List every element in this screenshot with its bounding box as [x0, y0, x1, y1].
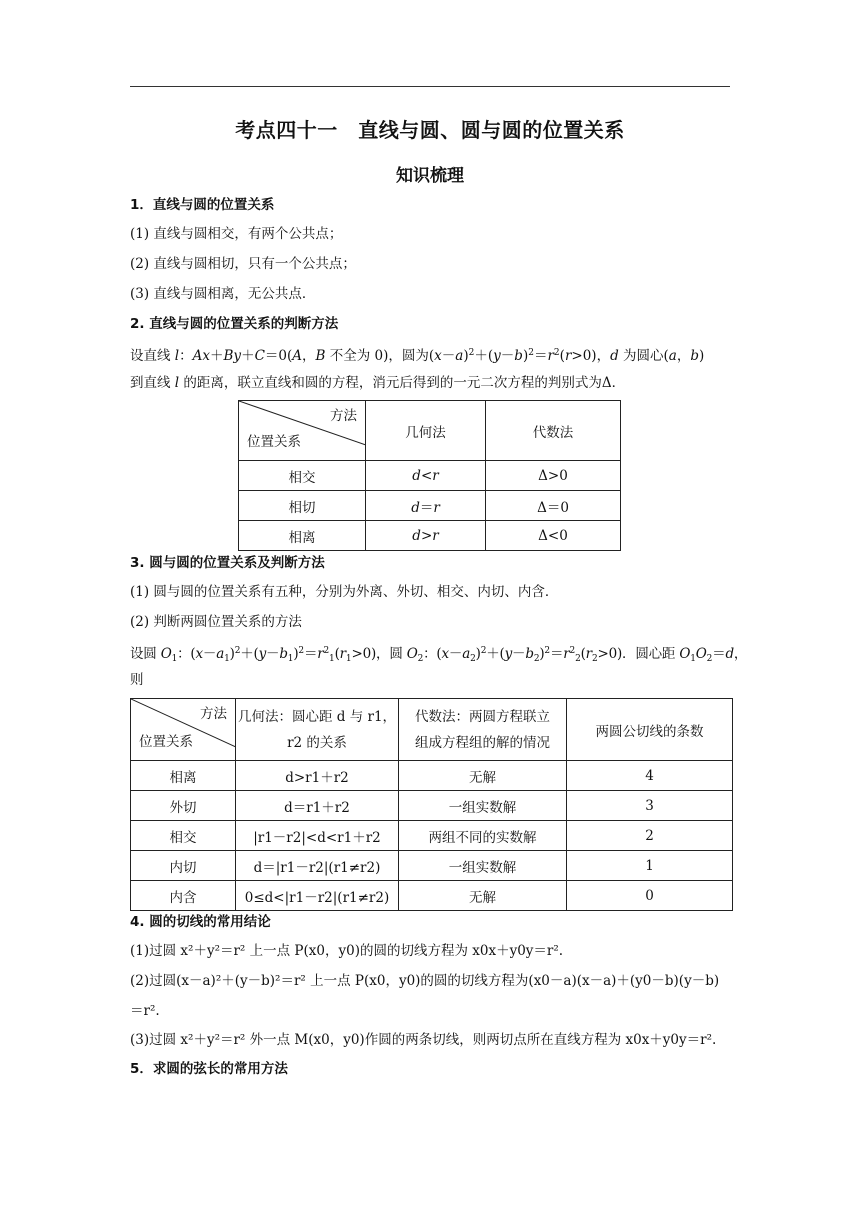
table1-rel: 相交	[239, 461, 366, 491]
s1-heading: 1．直线与圆的位置关系	[130, 197, 275, 213]
circle-circle-table	[130, 698, 733, 911]
table2-header-alg: 代数法：两圆方程联立 组成方程组的解的情况	[399, 699, 567, 761]
line-circle-table	[238, 400, 621, 551]
s2-paragraph-line-2: 到直线 l 的距离，联立直线和圆的方程，消元后得到的一元二次方程的判别式为Δ．	[130, 375, 626, 391]
table1-geo: d>r	[366, 521, 486, 551]
s2-heading: 2. 直线与圆的位置关系的判断方法	[130, 316, 339, 332]
table2-alg: 无解	[399, 881, 567, 911]
table-row	[239, 521, 621, 551]
table2-geo: |r1－r2|<d<r1＋r2	[236, 821, 399, 851]
table-row	[131, 791, 733, 821]
table1-alg: Δ＝0	[486, 491, 621, 521]
table2-corner-cell	[131, 699, 236, 761]
table2-count: 3	[567, 791, 733, 821]
s3-item-2: (2) 判断两圆位置关系的方法	[130, 614, 302, 630]
table2-geo: d＝|r1－r2|(r1≠r2)	[236, 851, 399, 881]
table-row	[131, 851, 733, 881]
table2-corner-top: 方法	[200, 706, 227, 722]
s2-paragraph-line-1: 设直线 l：Ax＋By＋C＝0(A，B 不全为 0)，圆为$(x-a)^2+(y-b)^2=r^2(r>0)$，d 为圆心(a，b)	[130, 348, 705, 364]
table-row	[131, 761, 733, 791]
table1-header-alg: 代数法	[486, 401, 621, 461]
top-rule	[130, 86, 730, 87]
table1-rel: 相离	[239, 521, 366, 551]
table-row	[239, 461, 621, 491]
table2-geo: d＝r1＋r2	[236, 791, 399, 821]
s5-heading: 5．求圆的弦长的常用方法	[130, 1061, 288, 1077]
table2-alg: 两组不同的实数解	[399, 821, 567, 851]
table1-geo: d＝r	[366, 491, 486, 521]
s1-item-2: (2) 直线与圆相切，只有一个公共点；	[130, 256, 356, 272]
table2-count: 2	[567, 821, 733, 851]
table1-corner-cell	[239, 401, 366, 461]
s4-line-2b: ＝r².	[130, 1003, 160, 1019]
table2-alg: 无解	[399, 761, 567, 791]
s1-item-1: (1) 直线与圆相交，有两个公共点；	[130, 226, 343, 242]
table2-geo: d>r1＋r2	[236, 761, 399, 791]
table2-geo: 0≤d<|r1－r2|(r1≠r2)	[236, 881, 399, 911]
table1-header-geo: 几何法	[366, 401, 486, 461]
table2-alg: 一组实数解	[399, 851, 567, 881]
table1-corner-bottom: 位置关系	[247, 434, 301, 450]
table2-header-geo: 几何法：圆心距 d 与 r1， r2 的关系	[236, 699, 399, 761]
table2-corner-bottom: 位置关系	[139, 734, 193, 750]
section-subtitle: 知识梳理	[396, 166, 464, 186]
table2-rel: 相交	[131, 821, 236, 851]
s3-item-1: (1) 圆与圆的位置关系有五种，分别为外离、外切、相交、内切、内含．	[130, 584, 559, 600]
table1-rel: 相切	[239, 491, 366, 521]
table2-count: 4	[567, 761, 733, 791]
table2-count: 0	[567, 881, 733, 911]
s4-line-2: (2)过圆(x－a)²＋(y－b)²＝r² 上一点 P(x0，y0)的圆的切线方程为(x0－a)(x－a)＋(y0－b)(y－b)	[130, 973, 720, 989]
table2-rel: 内切	[131, 851, 236, 881]
table1-alg: Δ<0	[486, 521, 621, 551]
table-row	[239, 491, 621, 521]
table2-rel: 外切	[131, 791, 236, 821]
table2-count: 1	[567, 851, 733, 881]
s1-item-3: (3) 直线与圆相离，无公共点．	[130, 286, 316, 302]
table2-header-count: 两圆公切线的条数	[567, 699, 733, 761]
s3-paragraph-line-1: 设圆 $O_1$：$(x-a_1)^2+(y-b_1)^2=r^2_1(r_1>0)$，圆 $O_2$：$(x-a_2)^2+(y-b_2)^2=r^2_2(r_2>0)$．圆心距 $O_1O_2=d$，	[130, 646, 748, 664]
table2-rel: 内含	[131, 881, 236, 911]
table-row	[131, 881, 733, 911]
table1-alg: Δ>0	[486, 461, 621, 491]
s4-line-1: (1)过圆 x²＋y²＝r² 上一点 P(x0，y0)的圆的切线方程为 x0x＋y0y＝r².	[130, 943, 564, 959]
table1-corner-top: 方法	[330, 408, 357, 424]
table1-geo: d<r	[366, 461, 486, 491]
table-row	[131, 821, 733, 851]
s4-heading: 4. 圆的切线的常用结论	[130, 914, 271, 930]
page-title: 考点四十一 直线与圆、圆与圆的位置关系	[235, 118, 625, 142]
table2-alg: 一组实数解	[399, 791, 567, 821]
table2-rel: 相离	[131, 761, 236, 791]
s3-paragraph-line-2: 则	[130, 672, 144, 688]
s3-heading: 3. 圆与圆的位置关系及判断方法	[130, 555, 325, 571]
s4-line-3: (3)过圆 x²＋y²＝r² 外一点 M(x0，y0)作圆的两条切线，则两切点所在直线方程为 x0x＋y0y＝r².	[130, 1032, 717, 1048]
